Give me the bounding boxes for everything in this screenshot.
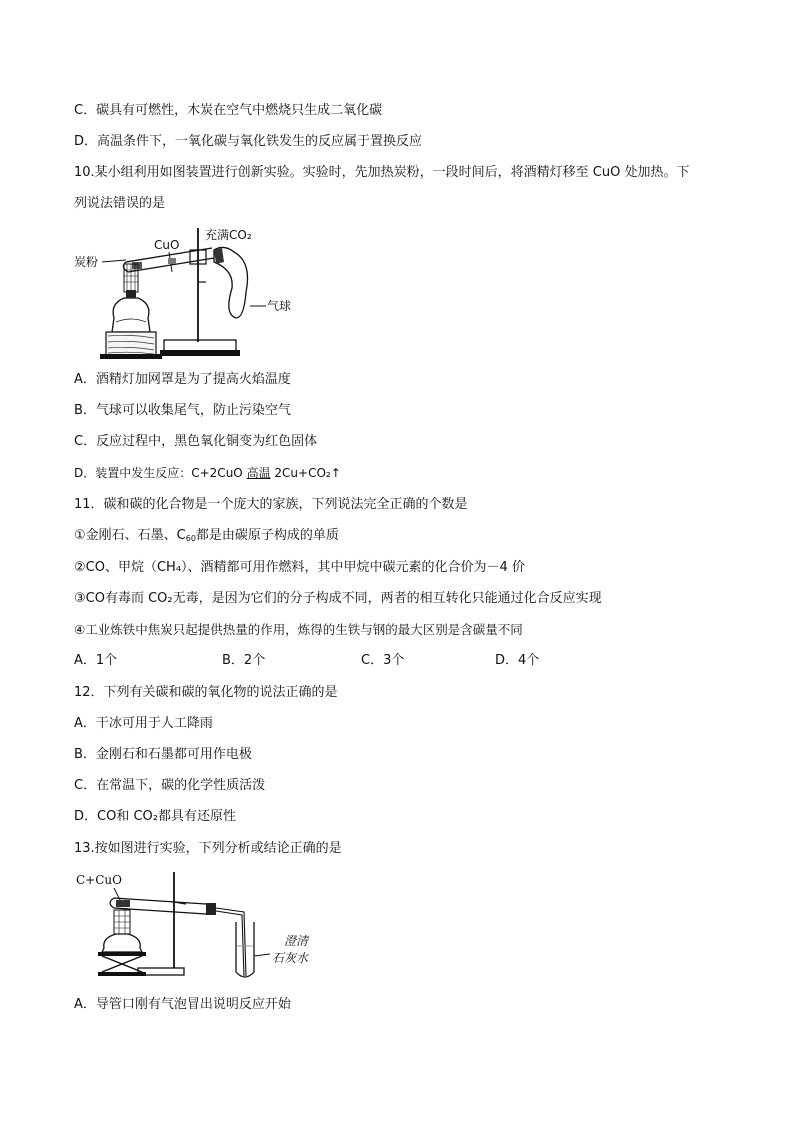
- q10-option-d-prefix: D．装置中发生反应：C+2CuO: [74, 466, 243, 480]
- q10-option-a: A．酒精灯加网罩是为了提高火焰温度: [74, 372, 291, 387]
- q11-option-d: D．4个: [495, 653, 540, 668]
- q10-option-c: C．反应过程中，黑色氧化铜变为红色固体: [74, 434, 318, 449]
- q12-stem: 12．下列有关碳和碳的氧化物的说法正确的是: [74, 685, 338, 700]
- q11-item1-post: 都是由碳原子构成的单质: [195, 528, 339, 543]
- alcohol-lamp: [102, 910, 142, 952]
- q11-option-a: A．1个: [74, 653, 118, 668]
- q9-option-c: C．碳具有可燃性，木炭在空气中燃烧只生成二氧化碳: [74, 103, 383, 118]
- q12-option-b: B．金刚石和石墨都可用作电极: [74, 747, 252, 762]
- q10-label-qiqiu: 气球: [267, 299, 292, 313]
- q13-label-limewater-2: 石灰水: [272, 951, 309, 965]
- q11-stem: 11．碳和碳的化合物是一个庞大的家族，下列说法完全正确的个数是: [74, 497, 468, 512]
- q11-option-c: C．3个: [361, 653, 405, 668]
- q10-stem-line1: 10.某小组利用如图装置进行创新实验。实验时，先加热炭粉，一段时间后，将酒精灯移至 CuO 处加热。下: [74, 165, 690, 180]
- q10-label-tanfen: 炭粉: [74, 255, 99, 269]
- q13-apparatus-figure: [74, 868, 344, 980]
- wooden-block: [100, 332, 162, 359]
- q10-label-cuo: CuO: [154, 238, 180, 252]
- iron-stand: [138, 872, 186, 975]
- q10-option-d-condition: 高温: [246, 466, 271, 480]
- q12-option-d: D．CO和 CO₂都具有还原性: [74, 809, 236, 824]
- lab-jack: [98, 952, 146, 976]
- q11-item4: ④工业炼铁中焦炭只起提供热量的作用，炼得的生铁与钢的最大区别是含碳量不同: [74, 622, 523, 637]
- q11-option-b: B．2个: [222, 653, 266, 668]
- q10-stem-line2: 列说法错误的是: [74, 196, 166, 211]
- q11-item2: ②CO、甲烷（CH₄）、酒精都可用作燃料，其中甲烷中碳元素的化合价为－4 价: [74, 560, 525, 575]
- q12-option-c: C．在常温下，碳的化学性质活泼: [74, 778, 266, 793]
- q10-option-d-suffix: 2Cu+CO₂↑: [274, 466, 341, 480]
- q10-option-d: [74, 464, 341, 482]
- q13-stem: 13.按如图进行实验，下列分析或结论正确的是: [74, 841, 342, 856]
- q11-item3: ③CO有毒而 CO₂无毒，是因为它们的分子构成不同，两者的相互转化只能通过化合反应实现: [74, 591, 602, 606]
- q11-item1-pre: ①金刚石、石墨、C: [74, 528, 186, 543]
- q13-label-reagent: C+CuO: [76, 873, 122, 887]
- q9-option-d: D．高温条件下，一氧化碳与氧化铁发生的反应属于置换反应: [74, 134, 423, 149]
- q11-item1-sub: 60: [185, 534, 196, 543]
- q10-label-co2: 充满CO₂: [205, 228, 252, 242]
- q12-option-a: A．干冰可用于人工降雨: [74, 716, 213, 731]
- balloon: [214, 247, 248, 318]
- q11-item1: [74, 527, 339, 548]
- q13-label-limewater-1: 澄清: [284, 934, 309, 948]
- q10-option-b: B．气球可以收集尾气，防止污染空气: [74, 403, 291, 418]
- q10-apparatus-figure: [74, 222, 306, 360]
- q13-option-a: A．导管口刚有气泡冒出说明反应开始: [74, 997, 291, 1012]
- alcohol-lamp: [112, 264, 150, 332]
